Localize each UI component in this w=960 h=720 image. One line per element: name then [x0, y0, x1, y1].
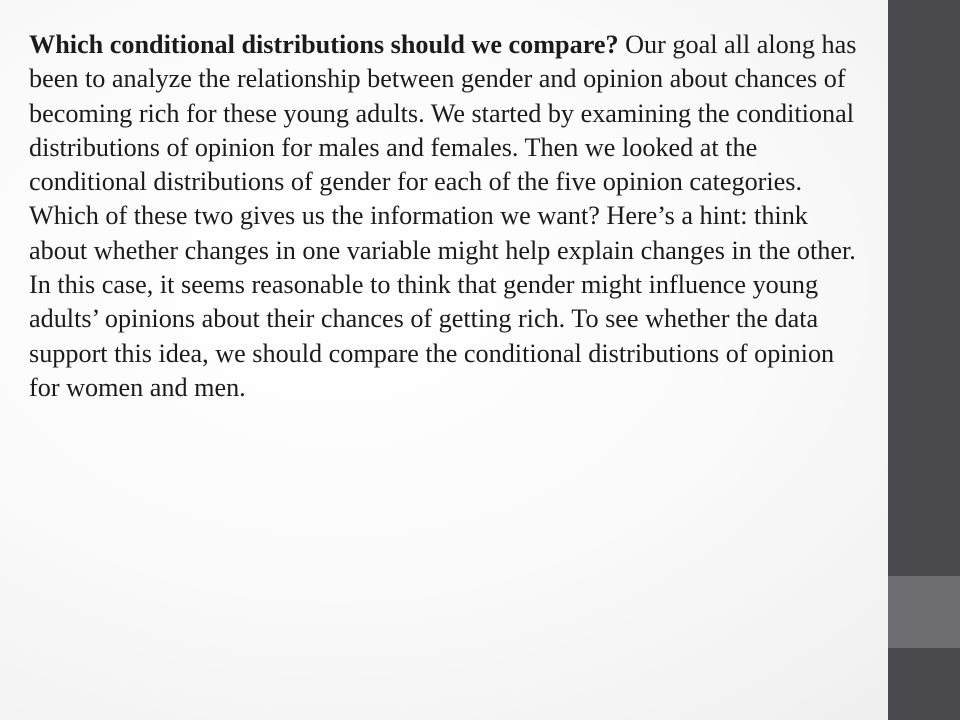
decorative-sidebar: [888, 0, 960, 720]
slide-paragraph: [29, 28, 869, 405]
slide-body-text: Our goal all along has been to analyze the relationship between gender and opinion about chances of becoming rich for these young adults. We started by examining the conditional distributions of opinion for males and females. Then we looked at the conditional distributions of gender for each of the five opinion categories. Which of these two gives us the information we want? Here’s a hint: think about whether changes in one variable might help explain changes in the other. In this case, it seems reasonable to think that gender might influence young adults’ opinions about their chances of getting rich. To see whether the data support this idea, we should compare the conditional distributions of opinion for women and men.: [29, 30, 857, 402]
slide-heading: Which conditional distributions should we compare?: [29, 30, 619, 59]
slide-content: [29, 28, 869, 548]
sidebar-accent-block: [888, 576, 960, 648]
